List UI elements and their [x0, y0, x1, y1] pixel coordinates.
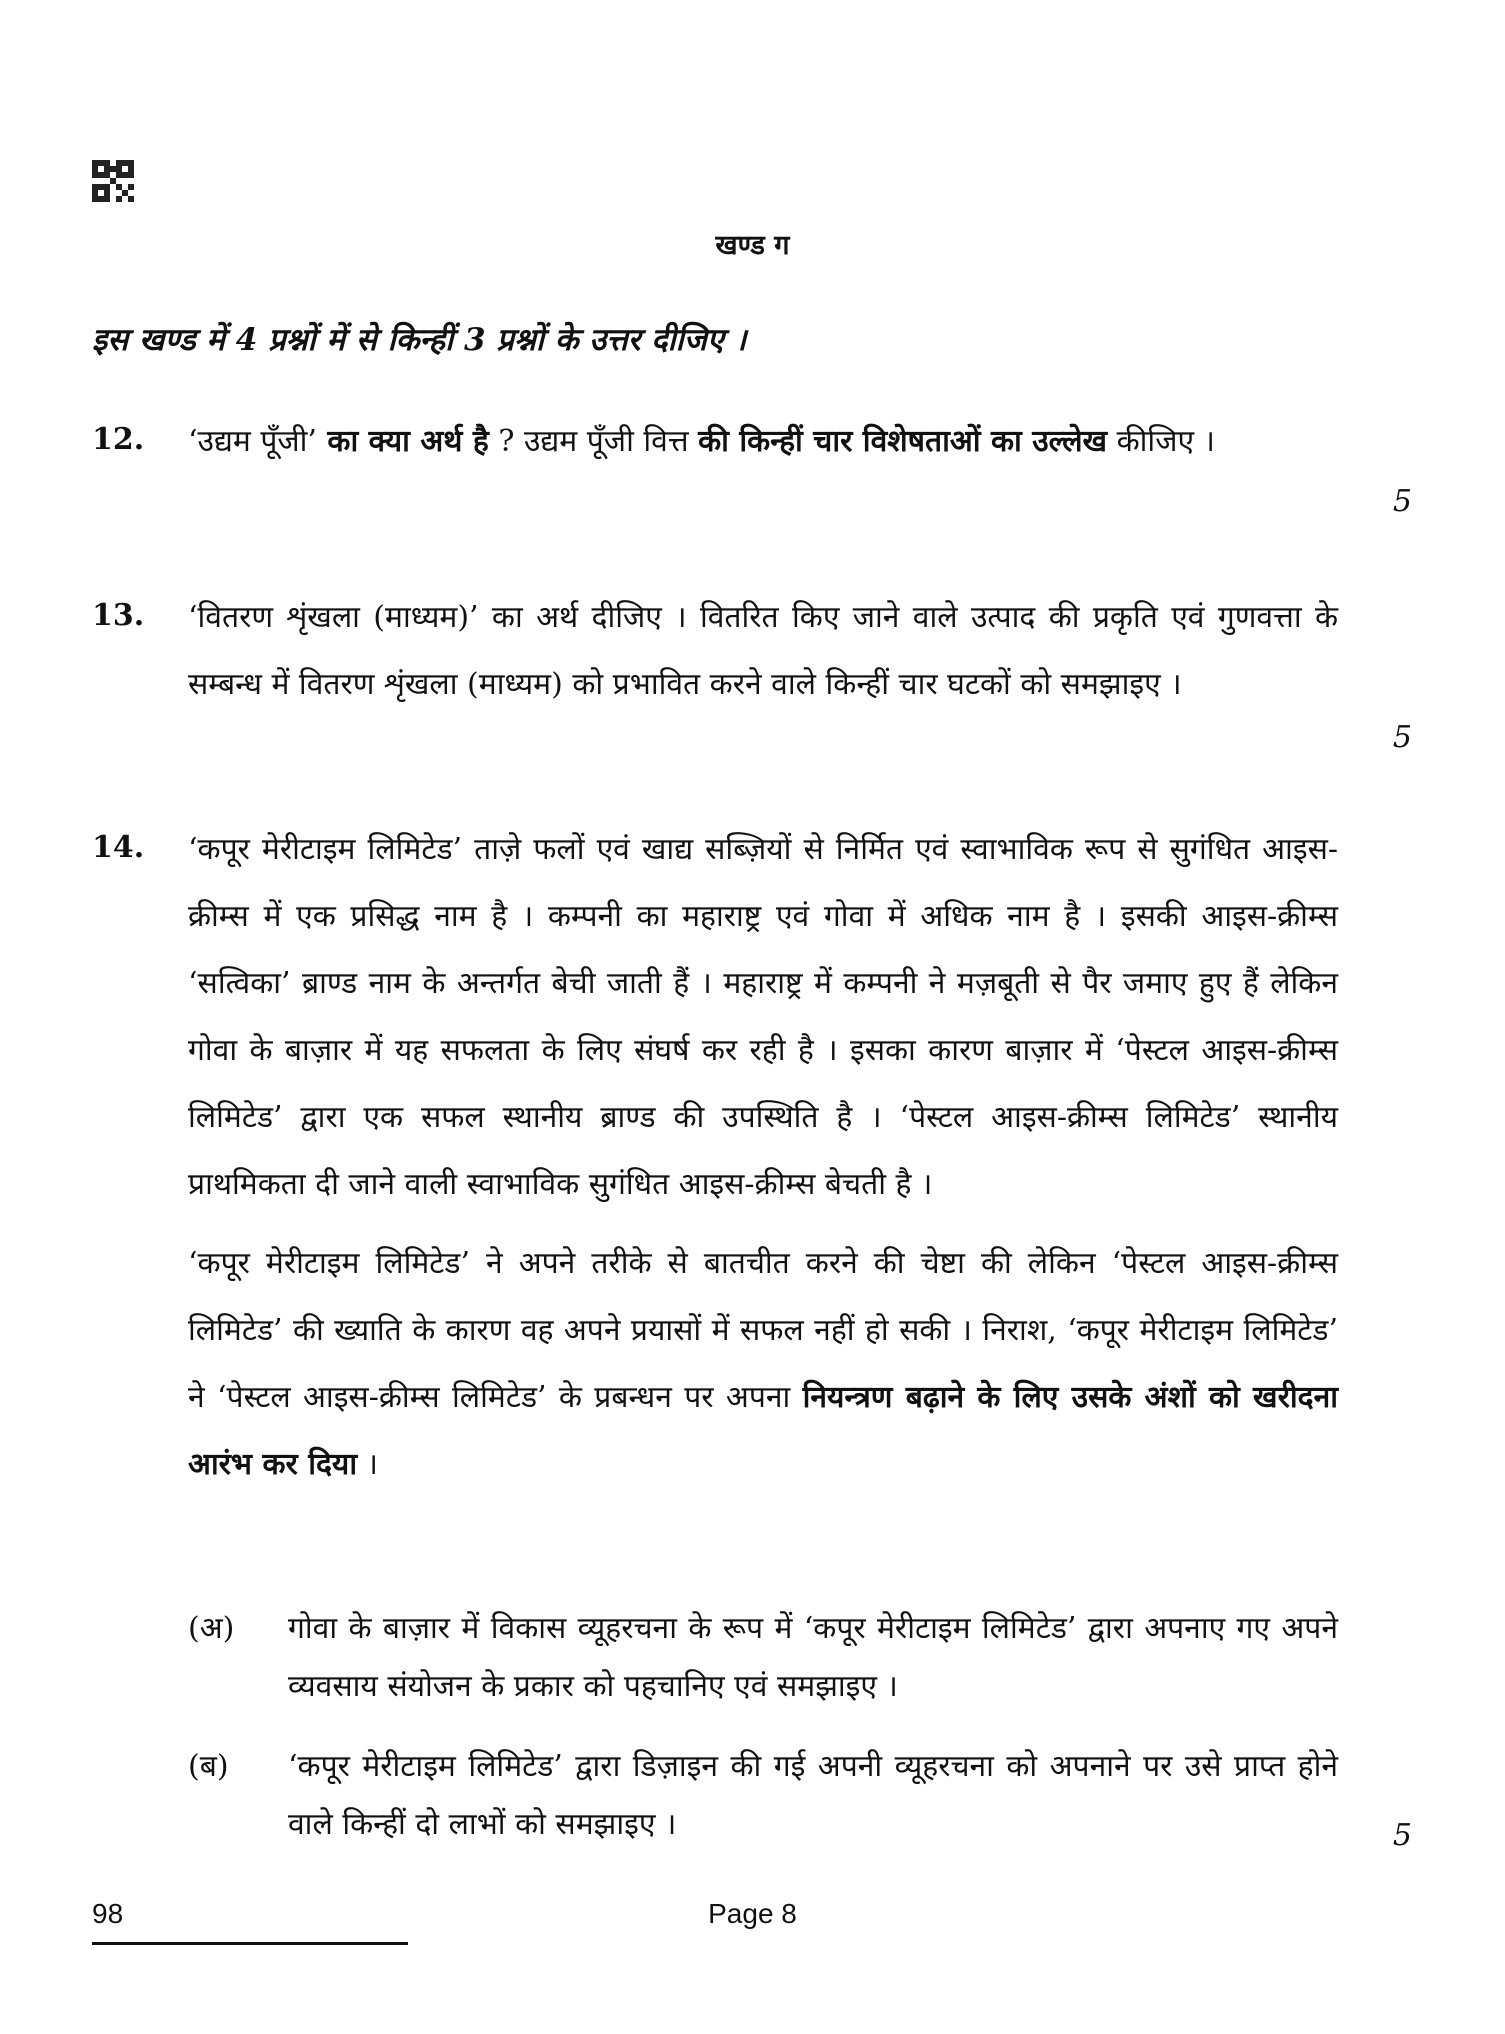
footer-underline: [92, 1942, 408, 1945]
sub-question-label: (अ): [188, 1611, 235, 1646]
sub-question-a: [188, 1600, 1338, 1720]
section-title: खण्ड ग: [715, 230, 790, 261]
question-text-part: की किन्हीं चार विशेषताओं का उल्लेख: [698, 424, 1108, 459]
question-number: 12.: [92, 422, 145, 457]
case-paragraph-1: ‘कपूर मेरीटाइम लिमिटेड’ ताज़े फलों एवं खाद्य सब्ज़ियों से निर्मित एवं स्वाभाविक रूप से सुगंधित आइस-क्रीम्स में एक प्रसिद्ध नाम है । कम्पनी का महाराष्ट्र एवं गोवा में अधिक नाम है । इसकी आइस-क्रीम्स ‘सत्विका’ ब्राण्ड नाम के अन्तर्गत बेची जाती हैं । महाराष्ट्र में कम्पनी ने मज़बूती से पैर जमाए हुए हैं लेकिन गोवा के बाज़ार में यह सफलता के लिए संघर्ष कर रही है । इसका कारण बाज़ार में ‘पेस्टल आइस-क्रीम्स लिमिटेड’ द्वारा एक सफल स्थानीय ब्राण्ड की उपस्थिति है । ‘पेस्टल आइस-क्रीम्स लिमिटेड’ स्थानीय प्राथमिकता दी जाने वाली स्वाभाविक सुगंधित आइस-क्रीम्स बेचती है ।: [188, 832, 1338, 1202]
sub-question-label: (ब): [188, 1749, 229, 1784]
case-text: ‘कपूर मेरीटाइम लिमिटेड’ ने अपने तरीके से बातचीत करने की चेष्टा की लेकिन ‘पेस्टल आइस-क्रीम्स लिमिटेड’ की ख्याति के कारण वह अपने प्रयासों में सफल नहीं हो सकी । निराश, ‘कपूर मेरीटाइम लिमिटेड’ ने ‘पेस्टल आइस-क्रीम्स लिमिटेड’ के प्रबन्धन पर अपना: [188, 1246, 1338, 1415]
paper-code: 98: [92, 1898, 124, 1929]
section-instruction: इस खण्ड में 4 प्रश्नों में से किन्हीं 3 प्रश्नों के उत्तर दीजिए ।: [92, 322, 747, 358]
question-number: 14.: [92, 830, 145, 865]
qr-code-icon: [92, 160, 134, 202]
question-text: [188, 408, 1338, 475]
question-number: 13.: [92, 598, 145, 633]
case-text: ।: [357, 1447, 378, 1482]
question-text-part: का क्या अर्थ है: [316, 424, 489, 459]
sub-question-b: [188, 1738, 1338, 1858]
question-text-part: ? उद्यम पूँजी वित्त: [488, 424, 699, 459]
question-marks: 5: [1392, 484, 1412, 519]
page-number: Page 8: [708, 1898, 797, 1929]
sub-question-text: गोवा के बाज़ार में विकास व्यूहरचना के रूप में ‘कपूर मेरीटाइम लिमिटेड’ द्वारा अपनाए गए अपने व्यवसाय संयोजन के प्रकार को पहचानिए एवं समझाइए ।: [288, 1611, 1338, 1704]
question-text: ‘वितरण शृंखला (माध्यम)’ का अर्थ दीजिए । वितरित किए जाने वाले उत्पाद की प्रकृति एवं गुणवत्ता के सम्बन्ध में वितरण शृंखला (माध्यम) को प्रभावित करने वाले किन्हीं चार घटकों को समझाइए ।: [188, 600, 1338, 702]
question-text-part: कीजिए ।: [1107, 424, 1215, 459]
case-paragraph-2: [188, 1230, 1338, 1498]
sub-question-text: ‘कपूर मेरीटाइम लिमिटेड’ द्वारा डिज़ाइन की गई अपनी व्यूहरचना को अपनाने पर उसे प्राप्त होने वाले किन्हीं दो लाभों को समझाइए ।: [288, 1749, 1338, 1842]
question-marks: 5: [1392, 1818, 1412, 1853]
question-text-part: ‘उद्यम पूँजी’: [188, 424, 317, 459]
question-marks: 5: [1392, 720, 1412, 755]
case-text-bold: नियन्त्रण बढ़ाने के लिए उसके अंशों को खरीदना आरंभ कर दिया: [188, 1380, 1338, 1482]
question-text: [188, 816, 1338, 1498]
